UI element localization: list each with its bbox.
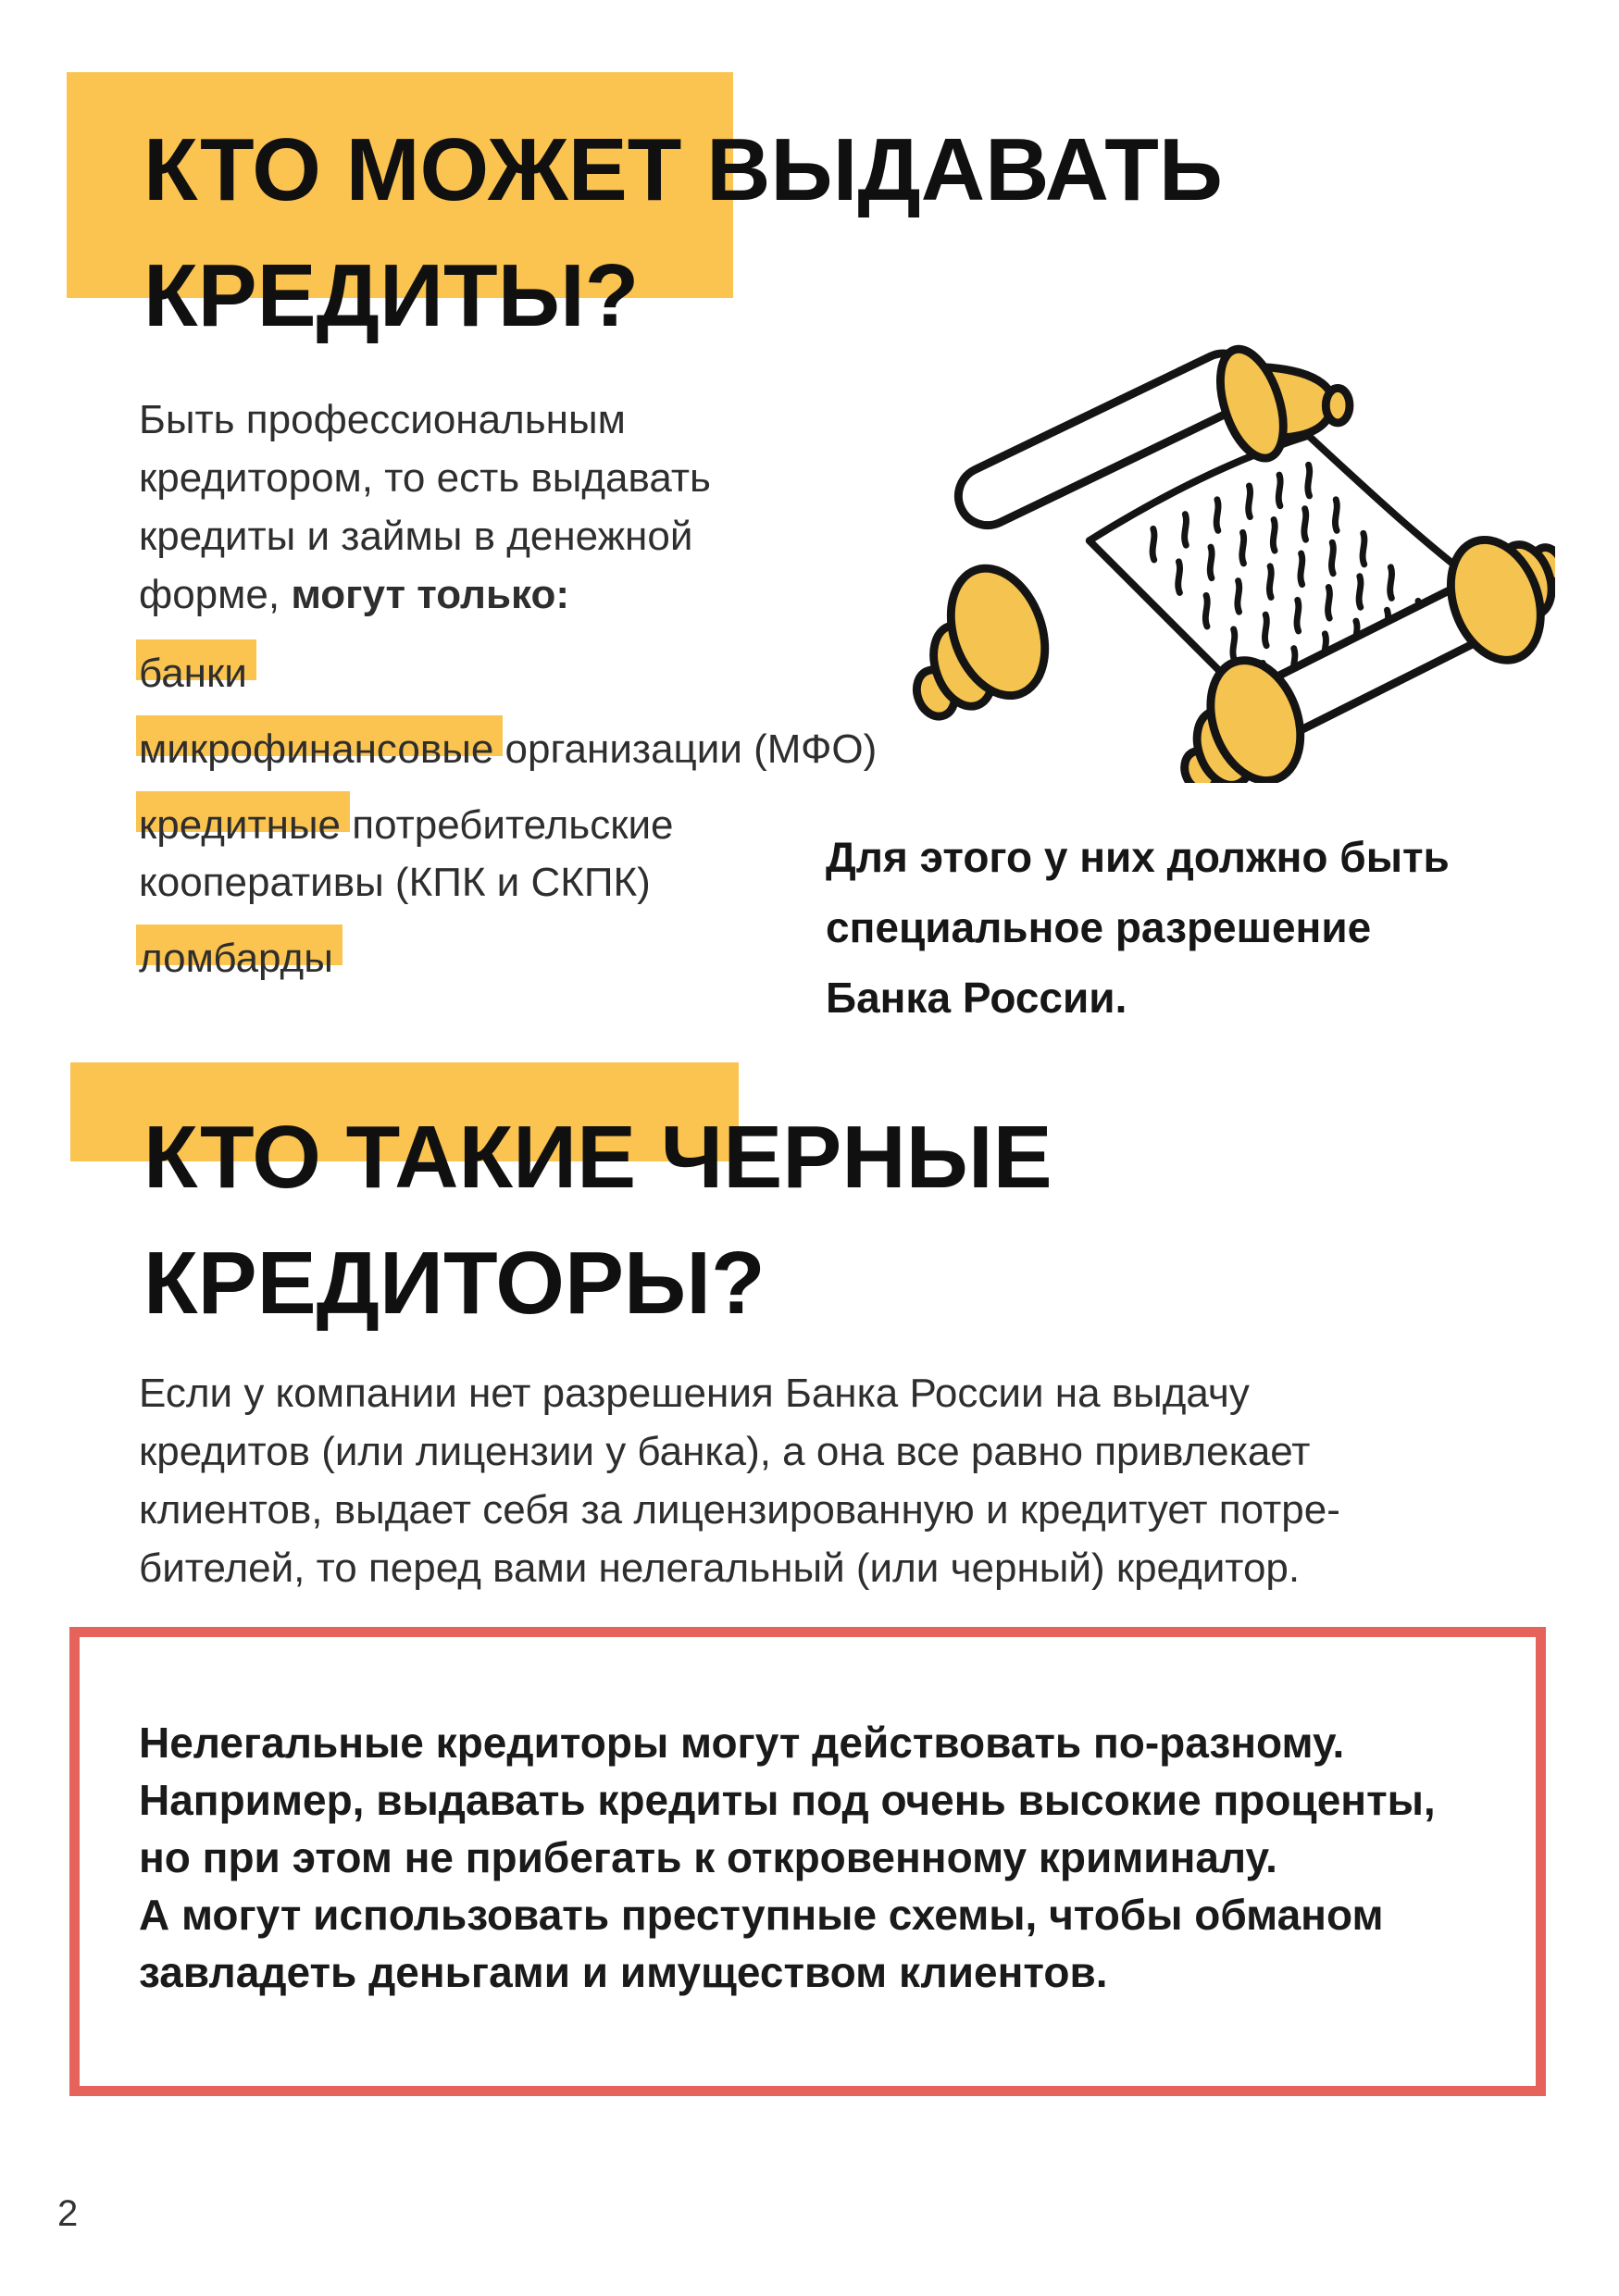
body-line: бителей, то перед вами нелегальный (или черный) кредитор. [139,1545,1301,1591]
intro-bold-phrase: могут только: [291,572,569,617]
note-line: специальное разрешение [826,903,1372,951]
creditors-list [139,645,877,1006]
scroll-gold-ring-top [1208,341,1295,466]
warning-text [139,1714,1536,2001]
section1-title [143,107,1223,359]
list-item-pawnshops [139,930,877,987]
body-line: клиентов, выдает себя за лицензированную и кредитует потре- [139,1487,1340,1533]
list-item-rest: потребительские [341,802,674,848]
highlighted-word [139,797,341,854]
page-number: 2 [57,2193,79,2234]
warning-line: но при этом не прибегать к откровенному криминалу. [139,1833,1277,1881]
list-item-line2: кооперативы (КПК и СКПК) [139,860,651,905]
intro-line: кредиты и займы в денежной [139,514,693,559]
section2-title [143,1095,1052,1347]
list-item-label: ломбарды [139,936,333,981]
note-line: Банка России. [826,974,1127,1022]
list-item-label: кредитные [139,802,342,848]
warning-box [69,1627,1546,2096]
body-line: Если у компании нет разрешения Банка России на выдачу [139,1371,1250,1416]
warning-line: А могут использовать преступные схемы, чтобы обманом [139,1891,1384,1939]
scroll-illustration [861,326,1555,783]
warning-line: завладеть деньгами и имуществом клиентов. [139,1948,1108,1996]
list-item-mfo [139,721,877,778]
section1-title-line2: КРЕДИТЫ? [143,246,640,345]
bank-permission-note [826,822,1450,1033]
section2-paragraph [139,1364,1340,1597]
body-line: кредитов (или лицензии у банка), а она все равно привлекает [139,1429,1311,1474]
highlighted-word [139,721,493,778]
list-item-label: микрофинансовые [139,726,494,772]
section1-intro-paragraph [139,391,711,624]
highlighted-word [139,930,333,987]
section2-title-line2: КРЕДИТОРЫ? [143,1234,766,1333]
list-item-label: банки [139,651,247,696]
intro-line: Быть профессиональным [139,397,626,442]
warning-line: Нелегальные кредиторы могут действовать по-разному. [139,1719,1345,1767]
list-item-rest: организации (МФО) [493,726,878,772]
warning-line: Например, выдавать кредиты под очень высокие проценты, [139,1776,1436,1824]
intro-line: кредитором, то есть выдавать [139,455,711,501]
list-item-banks [139,645,877,702]
section2-title-line1: КТО ТАКИЕ ЧЕРНЫЕ [143,1108,1052,1207]
highlighted-word [139,645,247,702]
section1-title-line1: КТО МОЖЕТ ВЫДАВАТЬ [143,120,1223,219]
intro-line-prefix: форме, [139,572,292,617]
list-item-coops [139,797,877,912]
note-line: Для этого у них должно быть [826,833,1450,881]
